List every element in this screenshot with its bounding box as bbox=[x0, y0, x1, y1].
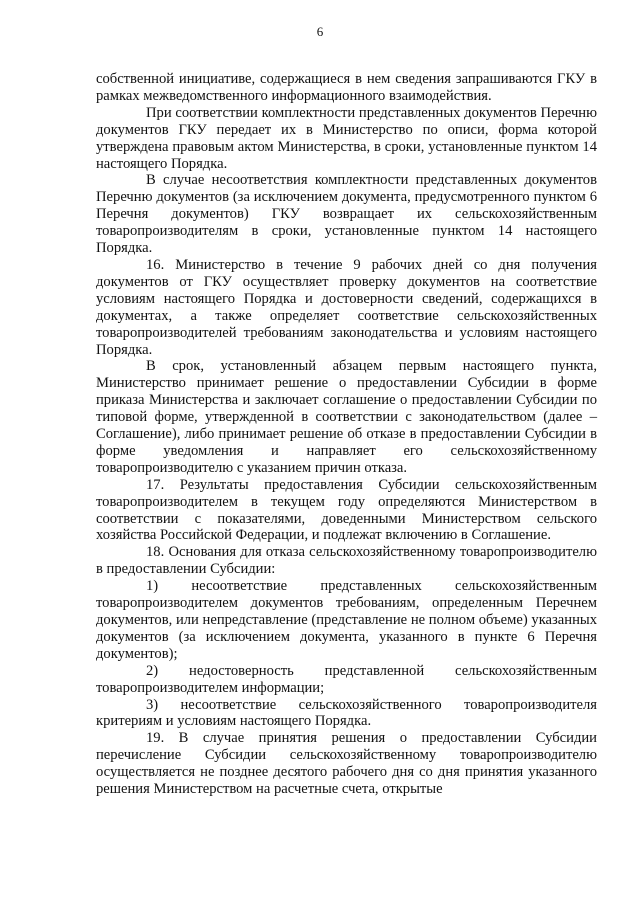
list-item-18-2: 2) недостоверность представленной сельскохозяйственным товаропроизводителем информации; bbox=[96, 662, 597, 696]
paragraph-continuation: собственной инициативе, содержащиеся в нем сведения запрашиваются ГКУ в рамках межведомственного информационного взаимодействия. bbox=[96, 71, 597, 104]
document-body bbox=[96, 71, 597, 798]
list-item-18-3: 3) несоответствие сельскохозяйственного товаропроизводителя критериям и условиям настоящего Порядка. bbox=[96, 696, 597, 730]
page-number: 6 bbox=[316, 24, 324, 39]
paragraph-documents-transfer: При соответствии комплектности представленных документов Перечню документов ГКУ передает их в Министерство по описи, форма которой утверждена правовым актом Министерства, в сроки, установленные пунктом 14 настоящего Порядка. bbox=[96, 104, 597, 172]
list-item-18-1: 1) несоответствие представленных сельскохозяйственным товаропроизводителем документов требованиям, определенным Перечнем документов, или непредставление (представление не полном объеме) указанных документов (за исключением документа, указанного в пункте 6 Перечня документов); bbox=[96, 578, 597, 662]
paragraph-decision-deadline: В срок, установленный абзацем первым настоящего пункта, Министерство принимает решение о предоставлении Субсидии в форме приказа Министерства и заключает соглашение о предоставлении Субсидии по типовой форме, утвержденной в соответствии с законодательством (далее – Соглашение), либо принимает решение об отказе в предоставлении Субсидии в форме уведомления и направляет его сельскохозяйственному товаропроизводителю с указанием причин отказа. bbox=[96, 358, 597, 476]
paragraph-item-19: 19. В случае принятия решения о предоставлении Субсидии перечисление Субсидии сельскохозяйственному товаропроизводителю осуществляется не позднее десятого рабочего дня со дня принятия указанного решения Министерством на расчетные счета, открытые bbox=[96, 730, 597, 798]
paragraph-item-17: 17. Результаты предоставления Субсидии сельскохозяйственным товаропроизводителем в текущем году определяются Министерством в соответствии с показателями, доведенными Министерством сельского хозяйства Российской Федерации, и подлежат включению в Соглашение. bbox=[96, 476, 597, 544]
paragraph-item-18: 18. Основания для отказа сельскохозяйственному товаропроизводителю в предоставлении Субсидии: bbox=[96, 544, 597, 578]
paragraph-documents-return: В случае несоответствия комплектности представленных документов Перечню документов (за исключением документа, предусмотренного пунктом 6 Перечня документов) ГКУ возвращает их сельскохозяйственным товаропроизводителям в сроки, установленные пунктом 14 настоящего Порядка. bbox=[96, 172, 597, 257]
paragraph-item-16: 16. Министерство в течение 9 рабочих дней со дня получения документов от ГКУ осуществляет проверку документов на соответствие условиям настоящего Порядка и достоверности сведений, содержащихся в документах, а также определяет соответствие сельскохозяйственных товаропроизводителей требованиям законодательства и условиям настоящего Порядка. bbox=[96, 256, 597, 358]
